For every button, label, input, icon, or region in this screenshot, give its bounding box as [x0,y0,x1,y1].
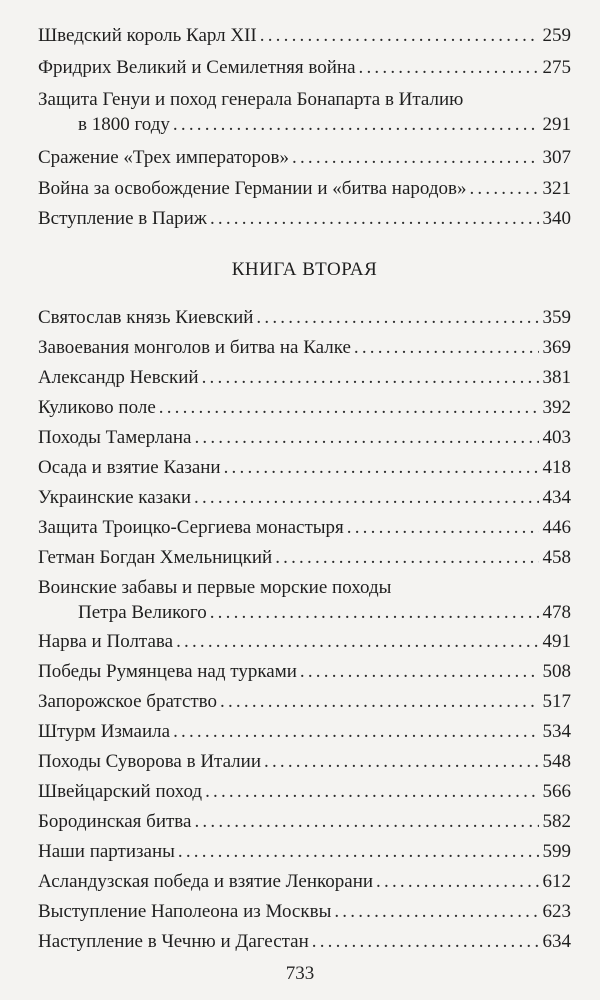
leader-dots [354,335,539,360]
toc-entry-title: Александр Невский [38,367,199,388]
toc-entry[interactable] [38,749,571,774]
toc-entry-title: Наступление в Чечню и Дагестан [38,931,309,952]
toc-entry-title: Походы Тамерлана [38,427,192,448]
section-heading: КНИГА ВТОРАЯ [231,259,378,280]
toc-entry-page: 381 [542,367,571,388]
toc-entry-page: 508 [542,661,571,682]
toc-entry[interactable] [38,899,571,924]
toc-entry[interactable] [38,395,571,420]
leader-dots [220,689,538,714]
toc-entry-page: 446 [542,517,571,538]
toc-entry-title: Завоевания монголов и битва на Калке [38,337,351,358]
toc-entry-title: Защита Троицко-Сергиева монастыря [38,517,344,538]
toc-entry[interactable] [38,929,571,954]
toc-entry[interactable] [38,779,571,804]
toc-entry-title: Асландузская победа и взятие Ленкорани [38,871,374,892]
toc-entry-page: 548 [542,751,571,772]
toc-entry[interactable] [38,305,571,330]
toc-entry-page: 458 [542,547,571,568]
leader-dots [210,206,539,231]
toc-entry-page: 307 [542,147,571,168]
toc-entry-title: Нарва и Полтава [38,631,174,652]
toc-entry[interactable] [38,809,571,834]
toc-entry[interactable] [38,145,571,170]
toc-entry[interactable] [38,575,571,625]
toc-entry-title: в 1800 году [78,114,170,135]
leader-dots [159,395,539,420]
toc-entry-title: Запорожское братство [38,691,218,712]
toc-entry[interactable] [38,176,571,201]
leader-dots [194,485,538,510]
toc-entry[interactable] [38,425,571,450]
toc-entry-page: 566 [542,781,571,802]
toc-entry-page: 291 [542,114,571,135]
toc-entry-title: Вступление в Париж [38,208,207,229]
toc-entry-title-line1: Воинские забавы и первые морские походы [38,577,392,598]
toc-entry-title: Сражение «Трех императоров» [38,147,290,168]
toc-entry-page: 434 [542,487,571,508]
page-number: 733 [285,963,315,984]
toc-entry-title: Швейцарский поход [38,781,203,802]
leader-dots [194,809,538,834]
toc-entry[interactable] [38,689,571,714]
toc-entry-page: 392 [542,397,571,418]
leader-dots [292,145,538,170]
leader-dots [173,112,539,137]
leader-dots [300,659,539,684]
toc-entry[interactable] [38,869,571,894]
toc-entry-title: Бородинская битва [38,811,192,832]
leader-dots [194,425,538,450]
toc-entry[interactable] [38,485,571,510]
leader-dots [469,176,538,201]
toc-entry[interactable] [38,515,571,540]
toc-entry-page: 340 [542,208,571,229]
toc-entry-page: 491 [542,631,571,652]
leader-dots [347,515,539,540]
leader-dots [359,55,539,80]
toc-entry-title: Святослав князь Киевский [38,307,254,328]
toc-entry-page: 623 [542,901,571,922]
toc-entry-title: Выступление Наполеона из Москвы [38,901,332,922]
toc-entry-title: Шведский король Карл XII [38,25,257,46]
toc-entry-title: Победы Румянцева над турками [38,661,297,682]
toc-entry[interactable] [38,545,571,570]
toc-entry[interactable] [38,659,571,684]
leader-dots [312,929,539,954]
leader-dots [260,23,539,48]
leader-dots [224,455,539,480]
toc-entry-title: Петра Великого [78,602,207,623]
toc-entry[interactable] [38,55,571,80]
toc-entry-page: 599 [542,841,571,862]
toc-entry-title: Наши партизаны [38,841,175,862]
toc-entry-page: 275 [542,57,571,78]
toc-entry-page: 321 [542,178,571,199]
toc-entry[interactable] [38,719,571,744]
toc-entry-page: 478 [542,602,571,623]
toc-entry-page: 634 [542,931,571,952]
leader-dots [205,779,538,804]
toc-entry-title: Штурм Измаила [38,721,171,742]
toc-entry[interactable] [38,839,571,864]
leader-dots [178,839,539,864]
toc-entry-page: 534 [542,721,571,742]
leader-dots [334,899,538,924]
toc-entry-title: Война за освобождение Германии и «битва народов» [38,178,467,199]
toc-entry-title: Украинские казаки [38,487,192,508]
leader-dots [264,749,539,774]
toc-entry-title: Гетман Богдан Хмельницкий [38,547,273,568]
toc-entry-page: 418 [542,457,571,478]
toc-entry[interactable] [38,335,571,360]
leader-dots [376,869,538,894]
toc-entry[interactable] [38,87,571,137]
toc-entry[interactable] [38,23,571,48]
toc-entry-page: 612 [542,871,571,892]
leader-dots [256,305,538,330]
toc-entry[interactable] [38,455,571,480]
toc-entry-title-line1: Защита Генуи и поход генерала Бонапарта в Италию [38,89,464,110]
leader-dots [173,719,538,744]
toc-entry-page: 359 [542,307,571,328]
toc-entry[interactable] [38,206,571,231]
toc-entry-title: Осада и взятие Казани [38,457,221,478]
toc-entry-title: Фридрих Великий и Семилетняя война [38,57,356,78]
toc-entry-page: 369 [542,337,571,358]
toc-entry-page: 403 [542,427,571,448]
toc-entry[interactable] [38,365,571,390]
toc-entry-page: 259 [542,25,571,46]
leader-dots [176,629,538,654]
toc-entry-page: 582 [542,811,571,832]
toc-entry[interactable] [38,629,571,654]
toc-entry-title: Походы Суворова в Италии [38,751,261,772]
leader-dots [275,545,538,570]
leader-dots [210,600,539,625]
toc-entry-title: Куликово поле [38,397,156,418]
toc-entry-page: 517 [542,691,571,712]
leader-dots [202,365,539,390]
